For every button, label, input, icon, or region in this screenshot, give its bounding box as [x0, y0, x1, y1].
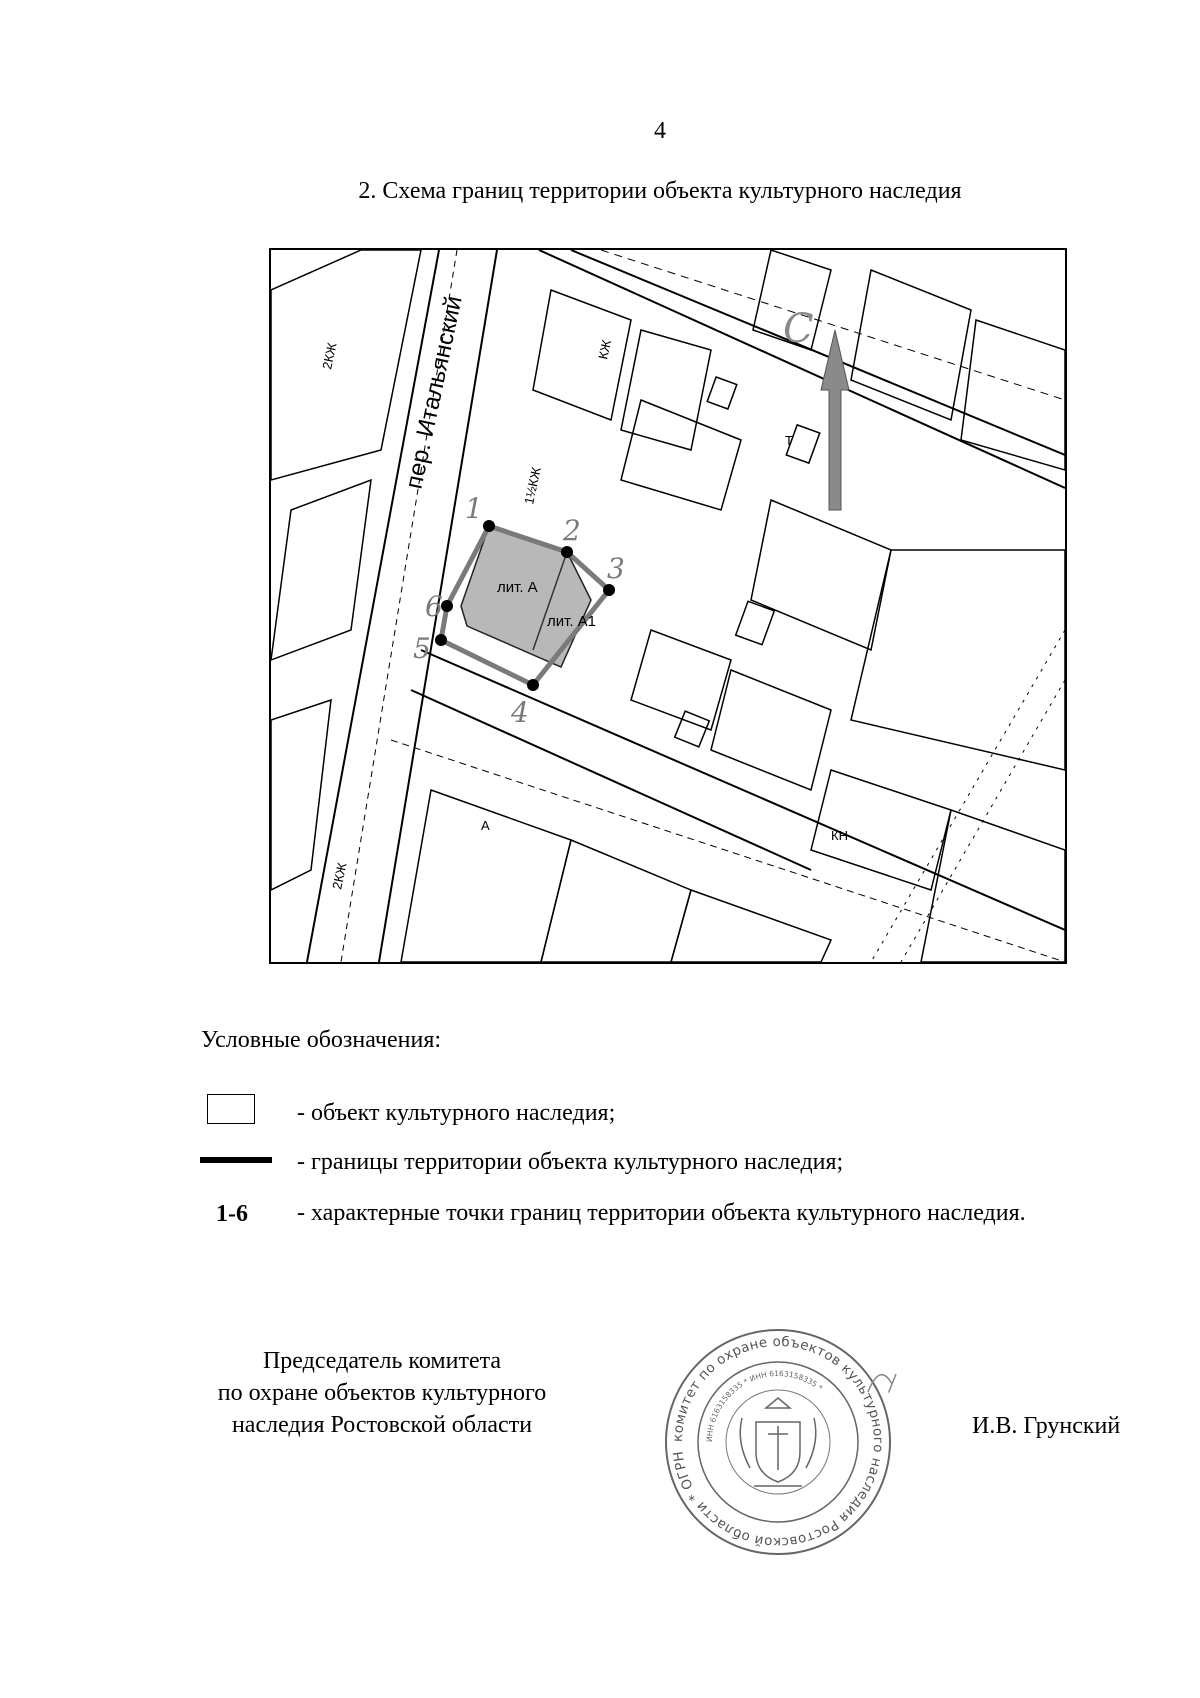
official-seal [658, 1322, 898, 1567]
signatory-position [172, 1345, 592, 1441]
seal-inner-text: ИНН 6163158335 * ИНН 6163158335 * [704, 1368, 825, 1443]
point-label-4: 4 [511, 696, 529, 729]
signer-name: И.В. Грунский [972, 1413, 1121, 1439]
seal-drawing [658, 1322, 898, 1562]
seal-outer-text: комитет по охране объектов культурного наследия Ростовской области * ОГРН [669, 1333, 887, 1551]
position-line: Председатель комитета [262, 1348, 502, 1374]
mark-a: А [481, 818, 490, 833]
point-label-6: 6 [425, 590, 443, 623]
position-line: по охране объектов культурного [217, 1380, 547, 1406]
point-label-2: 2 [563, 514, 581, 547]
point-label-1: 1 [465, 492, 483, 525]
legend-item-text: - границы территории объекта культурного наследия; [297, 1149, 844, 1175]
map-linework [271, 250, 1065, 962]
building-label-lit-a1: лит. А1 [547, 613, 597, 630]
legend-points-marker: 1-6 [216, 1201, 248, 1227]
street-label: пер. Итальянский [400, 293, 468, 492]
mark-2kzh-lower: 2КЖ [329, 861, 350, 891]
position-line: наследия Ростовской области [231, 1412, 533, 1438]
north-arrow-label: С [783, 306, 814, 352]
north-arrow [783, 306, 849, 510]
point-label-5: 5 [413, 632, 431, 665]
page-number: 4 [654, 118, 666, 144]
scheme-title: 2. Схема границ территории объекта культурного наследия [358, 178, 962, 204]
legend-box-symbol [207, 1094, 255, 1124]
boundary-map [269, 248, 1067, 964]
mark-2kzh: 2КЖ [319, 341, 340, 371]
mark-kn: КН [831, 828, 848, 843]
building-label-lit-a: лит. А [497, 579, 538, 596]
legend-item-text: - объект культурного наследия; [297, 1100, 616, 1126]
point-label-3: 3 [607, 552, 625, 585]
legend-line-symbol [200, 1157, 272, 1163]
mark-t: Т [785, 433, 793, 448]
mark-kzh: КЖ [595, 338, 615, 361]
coat-of-arms-emblem [740, 1398, 816, 1486]
legend-item-text: - характерные точки границ территории объекта культурного наследия. [297, 1200, 1026, 1226]
mark-1-5kzh: 1½КЖ [521, 465, 544, 506]
cadastral-map-drawing [271, 250, 1065, 962]
legend-title: Условные обозначения: [201, 1027, 442, 1053]
